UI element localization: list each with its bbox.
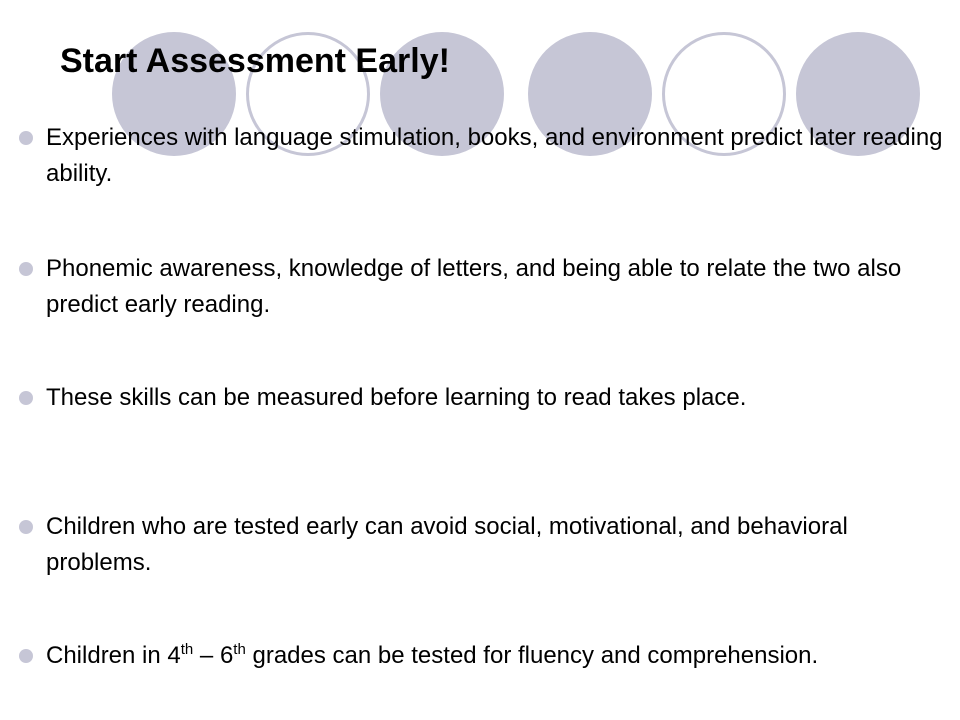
bullet-item <box>46 251 946 323</box>
bullet-item <box>46 509 946 581</box>
bullet-icon <box>19 131 33 145</box>
bullet-text: These skills can be measured before learning to read takes place. <box>46 384 747 411</box>
bullet-text-part: Children in 4 <box>46 642 181 669</box>
bullet-text <box>46 642 818 669</box>
bullet-item <box>46 120 946 192</box>
bullet-text-part: grades can be tested for fluency and comprehension. <box>245 642 819 669</box>
ordinal-superscript: th <box>180 641 194 658</box>
ordinal-superscript: th <box>233 641 246 658</box>
bullet-text-part: – 6 <box>193 642 234 669</box>
bullet-icon <box>19 391 33 405</box>
bullet-text: Phonemic awareness, knowledge of letters, and being able to relate the two also predict early reading. <box>46 255 902 318</box>
bullet-text: Children who are tested early can avoid social, motivational, and behavioral problems. <box>46 513 848 576</box>
slide-title: Start Assessment Early! <box>60 42 450 80</box>
bullet-item <box>46 638 946 674</box>
bullet-icon <box>19 520 33 534</box>
bullet-text: Experiences with language stimulation, books, and environment predict later reading ability. <box>46 124 943 187</box>
bullet-icon <box>19 262 33 276</box>
bullet-icon <box>19 649 33 663</box>
bullet-item <box>46 380 946 416</box>
